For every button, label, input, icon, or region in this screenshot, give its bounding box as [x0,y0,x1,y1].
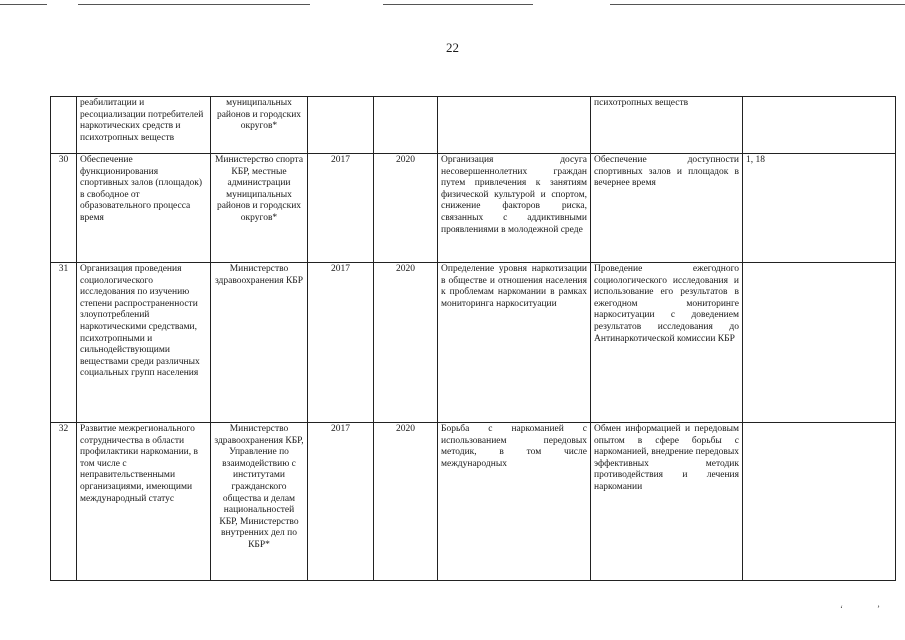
scan-mark: ʼ [877,604,880,614]
indicator-links [743,263,896,423]
measures-table [50,96,896,581]
end-year: 2020 [374,263,438,423]
executor: Министерство спорта КБР, местные администрации муниципальных районов и городских округов* [211,154,308,263]
expected-result: Обеспечение доступности спортивных залов и площадок в вечернее время [591,154,743,263]
scan-mark: ʻ [840,604,843,614]
measure-content: Организация досуга несовершеннолетних граждан путем привлечения к занятиям физической культурой и спортом, снижение факторов риска, связанных с аддиктивными проявлениями в молодежной среде [438,154,591,263]
measure-name: Развитие межрегионального сотрудничества в области профилактики наркомании, в том числе с неправительственными организациями, имеющими международный статус [77,423,211,581]
row-number: 31 [51,263,77,423]
indicator-links [743,97,896,154]
table-row [51,423,896,581]
page-number: 22 [446,40,459,55]
indicator-links: 1, 18 [743,154,896,263]
scan-top-rule [78,4,310,5]
end-year: 2020 [374,154,438,263]
table-row [51,154,896,263]
indicator-links [743,423,896,581]
measure-content [438,97,591,154]
row-number: 30 [51,154,77,263]
start-year: 2017 [308,154,374,263]
measure-name: Обеспечение функционирования спортивных залов (площадок) в свободное от образовательного процесса время [77,154,211,263]
end-year: 2020 [374,423,438,581]
scan-top-rule [610,4,905,5]
table-row [51,97,896,154]
expected-result: психотропных веществ [591,97,743,154]
measure-name: Организация проведения социологического исследования по изучению степени распространенности злоупотреблений наркотическими средствами, психотропными и сильнодействующими веществами среди различных социальных групп населения [77,263,211,423]
row-number: 32 [51,423,77,581]
scan-top-rule [0,4,47,5]
measure-content: Борьба с наркоманией с использованием передовых методик, в том числе международных [438,423,591,581]
start-year: 2017 [308,423,374,581]
table-row [51,263,896,423]
row-number [51,97,77,154]
expected-result: Обмен информацией и передовым опытом в сфере борьбы с наркоманией, внедрение передовых эффективных методик противодействия и лечения наркомании [591,423,743,581]
executor: Министерство здравоохранения КБР [211,263,308,423]
end-year [374,97,438,154]
executor: Министерство здравоохранения КБР, Управление по взаимодействию с институтами гражданского общества и делам национальностей КБР, Министерство внутренних дел по КБР* [211,423,308,581]
executor: муниципальных районов и городских округов* [211,97,308,154]
start-year [308,97,374,154]
start-year: 2017 [308,263,374,423]
measure-content: Определение уровня наркотизации в обществе и отношения населения к проблемам наркомании в рамках мониторинга наркоситуации [438,263,591,423]
scan-top-rule [383,4,533,5]
expected-result: Проведение ежегодного социологического исследования и использование его результатов в ежегодном мониторинге наркоситуации с доведением результатов исследования до Антинаркотической комиссии КБР [591,263,743,423]
measure-name: реабилитации и ресоциализации потребителей наркотических средств и психотропных веществ [77,97,211,154]
